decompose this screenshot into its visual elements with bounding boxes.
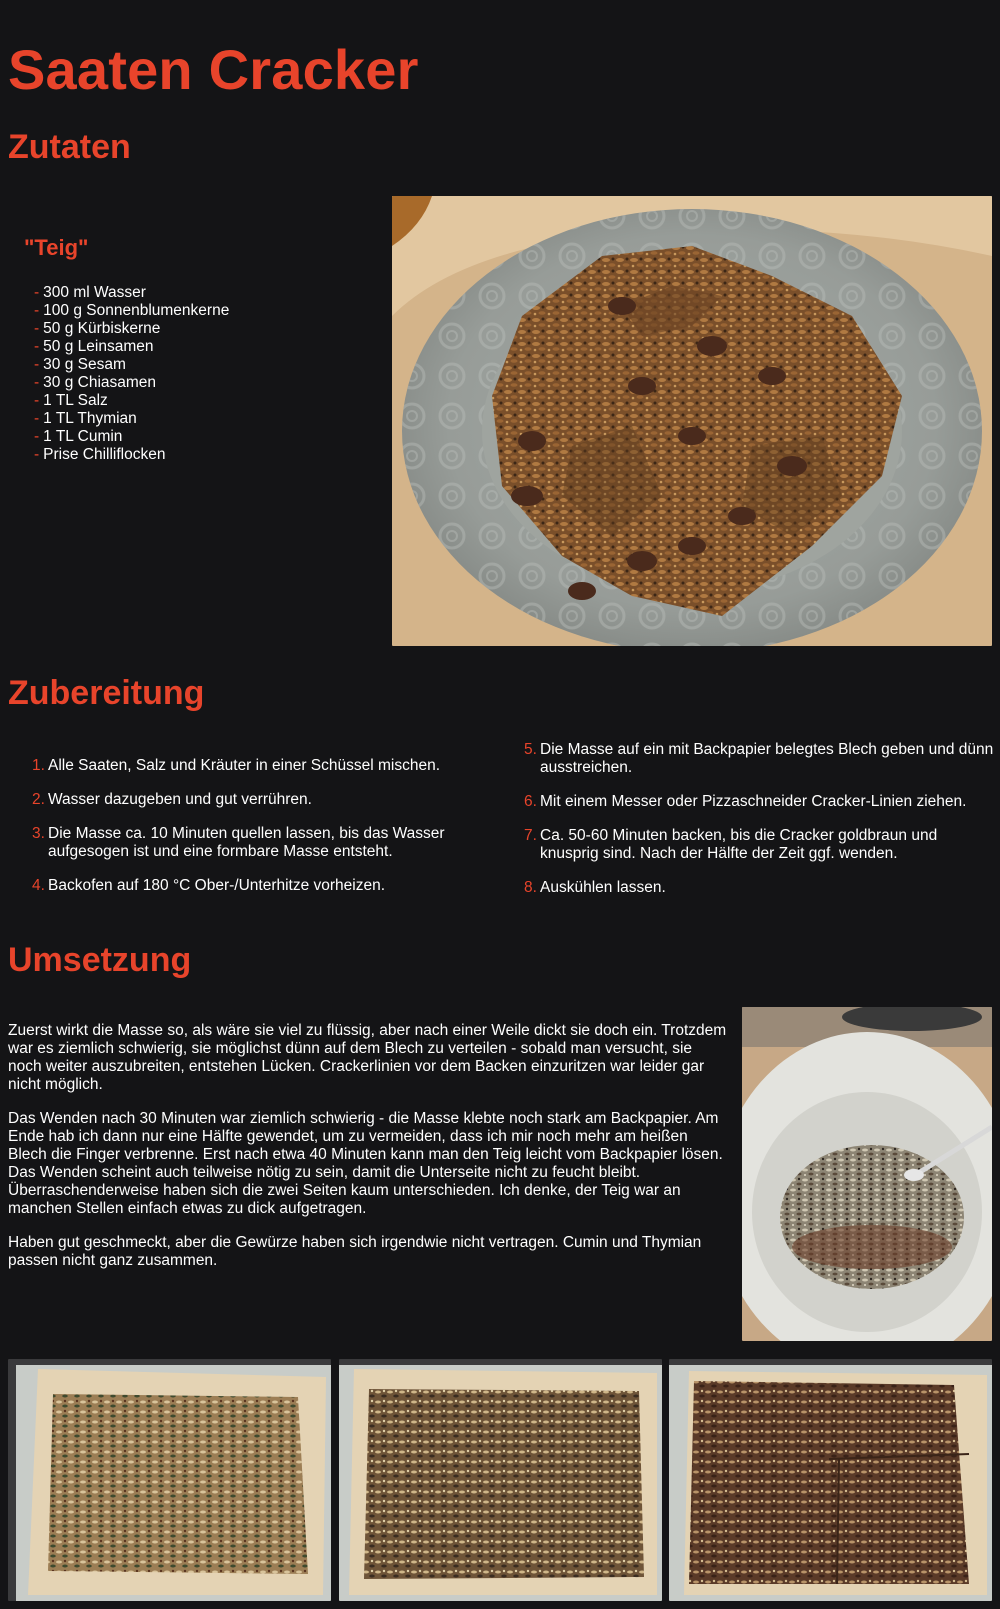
step-text: Die Masse auf ein mit Backpapier belegtes Blech geben und dünn ausstreichen. [540, 741, 994, 776]
list-item: - 1 TL Salz [34, 392, 229, 410]
step-number: 3. [32, 825, 45, 842]
step-text: Auskühlen lassen. [540, 879, 666, 896]
ingredients-heading: Zutaten [8, 128, 131, 166]
list-item: - 1 TL Thymian [34, 410, 229, 428]
list-item [524, 741, 994, 777]
step-number: 2. [32, 791, 45, 808]
step-number: 1. [32, 757, 45, 774]
paragraph: Zuerst wirkt die Masse so, als wäre sie viel zu flüssig, aber nach einer Weile dickt sie doch ein. Trotzdem war es ziemlich schwierig, sie möglichst dünn auf dem Blech zu verteilen - sobald man versucht, sie noch weiter auszubreiten, entstehen Lücken. Crackerlinien vor dem Backen einzuritzen war leider gar nicht möglich. [8, 1022, 727, 1093]
list-item [524, 879, 994, 897]
step-text: Mit einem Messer oder Pizzaschneider Cracker-Linien ziehen. [540, 793, 967, 810]
dough-heading: "Teig" [24, 235, 89, 260]
step-text: Alle Saaten, Salz und Kräuter in einer Schüssel mischen. [48, 757, 441, 774]
step-text: Ca. 50-60 Minuten backen, bis die Cracker goldbraun und knusprig sind. Nach der Hälfte der Zeit ggf. wenden. [540, 827, 938, 862]
list-item: - 50 g Leinsamen [34, 338, 229, 356]
list-item: - 50 g Kürbiskerne [34, 320, 229, 338]
list-item: - 100 g Sonnenblumenkerne [34, 302, 229, 320]
half-baked-tray-photo [339, 1359, 662, 1601]
paragraph: Das Wenden nach 30 Minuten war ziemlich schwierig - die Masse klebte noch stark am Backpapier. Am Ende hab ich dann nur eine Hälfte gewendet, um zu vermeiden, dass ich mir noch mehr am heißen Blech die Finger verbrenne. Erst nach etwa 40 Minuten kann man den Teig leicht vom Backpapier lösen. Das Wenden scheint auch teilweise nötig zu sein, damit die Unterseite nicht zu feucht bleibt. Überraschenderweise haben sich die zwei Seiten kaum unterschieden. Ich denke, der Teig war an manchen Stellen einfach etwas zu dick aufgetragen. [8, 1110, 723, 1217]
preparation-heading: Zubereitung [8, 674, 205, 712]
list-item [32, 825, 482, 861]
bowl-of-seed-mixture-photo [742, 1007, 992, 1341]
paragraph: Haben gut geschmeckt, aber die Gewürze haben sich irgendwie nicht vertragen. Cumin und Thymian passen nicht ganz zusammen. [8, 1234, 702, 1269]
step-number: 5. [524, 741, 537, 758]
list-item [32, 877, 482, 895]
baked-tray-photo [669, 1359, 992, 1601]
raw-tray-photo [8, 1359, 331, 1601]
list-item [524, 793, 994, 811]
list-item: - 1 TL Cumin [34, 428, 229, 446]
step-number: 6. [524, 793, 537, 810]
list-item: - 300 ml Wasser [34, 284, 229, 302]
ingredient-list [34, 284, 229, 464]
list-item: - Prise Chilliflocken [34, 446, 229, 464]
list-item: - 30 g Sesam [34, 356, 229, 374]
implementation-text [8, 1022, 728, 1286]
list-item: - 30 g Chiasamen [34, 374, 229, 392]
step-list-right [524, 741, 994, 913]
implementation-heading: Umsetzung [8, 941, 192, 979]
list-item [32, 757, 482, 775]
step-text: Die Masse ca. 10 Minuten quellen lassen, bis das Wasser aufgesogen ist und eine formbare Masse entsteht. [48, 825, 445, 860]
list-item [524, 827, 994, 863]
step-number: 4. [32, 877, 45, 894]
step-list-left [32, 757, 482, 911]
step-number: 7. [524, 827, 537, 844]
step-number: 8. [524, 879, 537, 896]
step-text: Wasser dazugeben und gut verrühren. [48, 791, 312, 808]
list-item [32, 791, 482, 809]
plate-of-crackers-photo [392, 196, 992, 646]
step-text: Backofen auf 180 °C Ober-/Unterhitze vorheizen. [48, 877, 386, 894]
page-title: Saaten Cracker [8, 38, 419, 101]
